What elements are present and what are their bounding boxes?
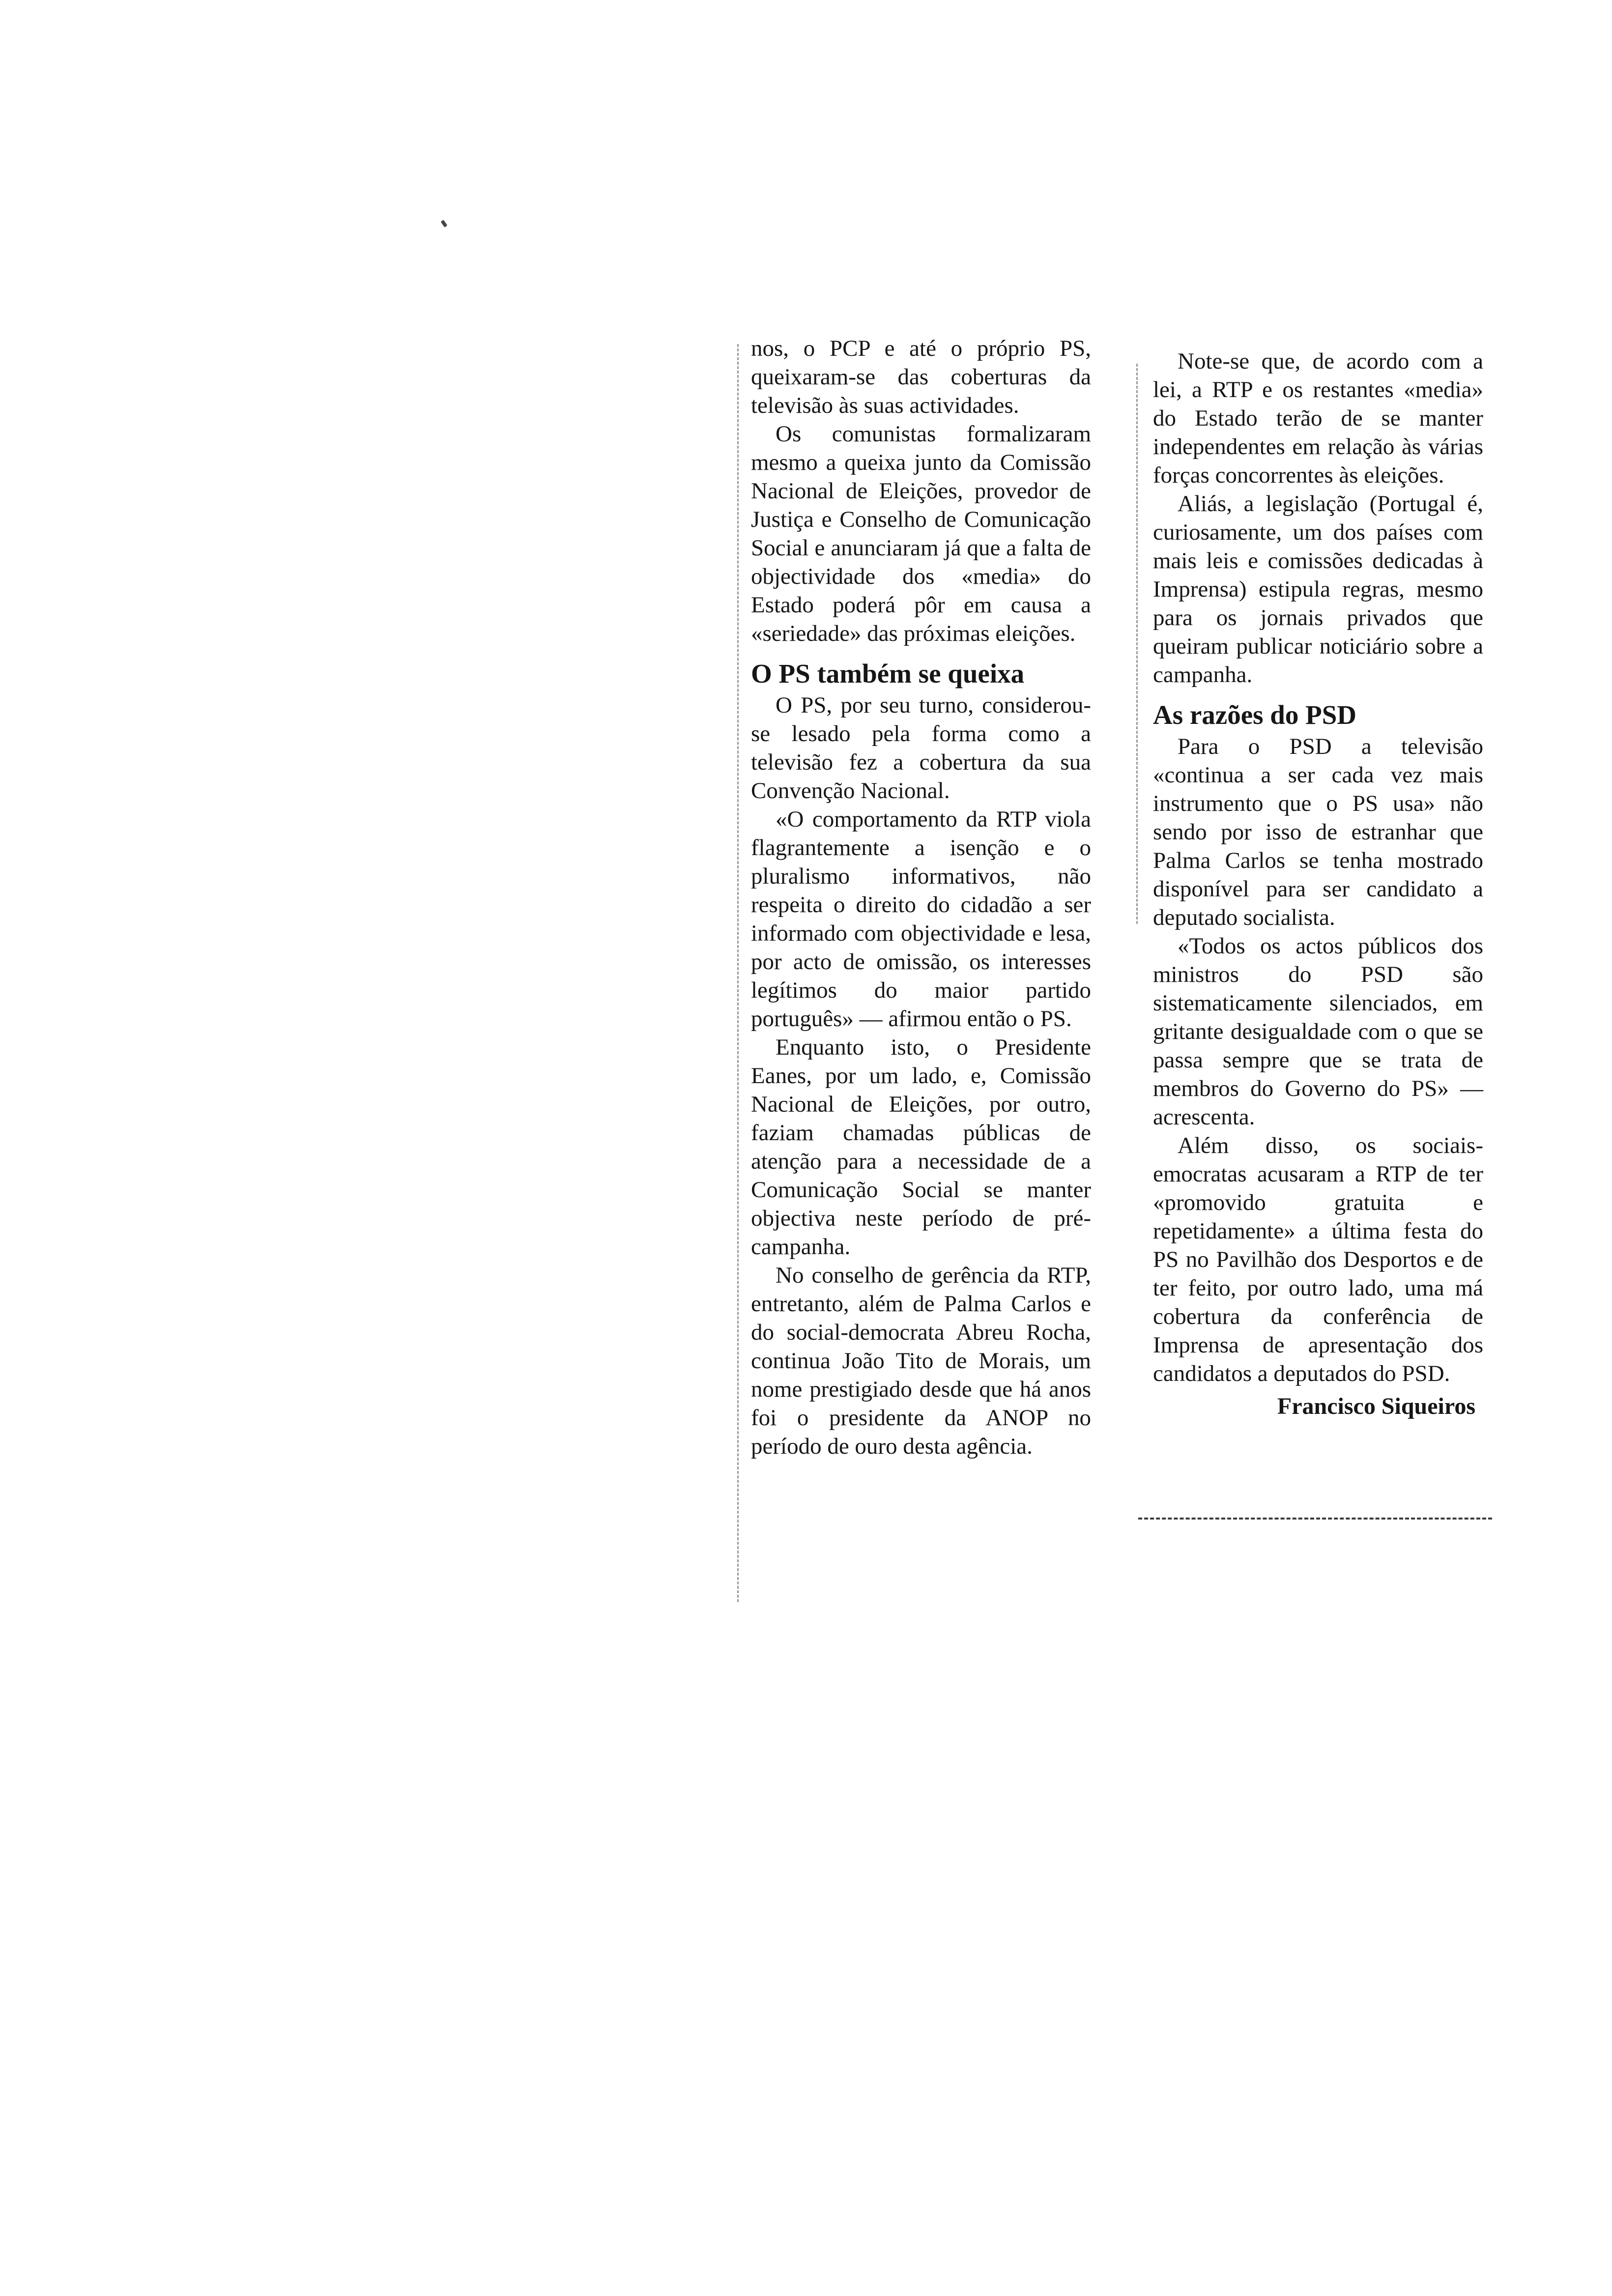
article-paragraph: Enquanto isto, o Presidente Eanes, por um lado, e, Comissão Nacional de Eleições, por outro, faziam chamadas públicas de atenção para a necessidade de a Comunicação Social se manter objectiva neste período de pré-campanha. — [751, 1034, 1091, 1260]
article-paragraph: Além disso, os sociais-emocratas acusaram a RTP de ter «promovido gratuita e repetidamente» a última festa do PS no Pavilhão dos Desportos e de ter feito, por outro lado, uma má cobertura da conferência de Imprensa de apresentação dos candidatos a deputados do PSD. — [1153, 1133, 1483, 1386]
article-quote-paragraph: «O comportamento da RTP viola flagrantemente a isenção e o pluralismo informativos, não respeita o direito do cidadão a ser informado com objectividade e lesa, por acto de omissão, os interesses legítimos do maior partido português» — afirmou então o PS. — [751, 806, 1091, 1032]
subheading-razoes-do-psd: As razões do PSD — [1153, 700, 1357, 730]
article-paragraph: nos, o PCP e até o próprio PS, queixaram-se das coberturas da televisão às suas actividades. — [751, 336, 1091, 418]
subheading-ps-tambem-se-queixa: O PS também se queixa — [751, 659, 1025, 689]
article-paragraph: Note-se que, de acordo com a lei, a RTP e os restantes «media» do Estado terão de se manter independentes em relação às várias forças concorrentes às eleições. — [1153, 348, 1483, 488]
scan-speck — [441, 220, 448, 227]
article-left-column — [751, 334, 1091, 1461]
article-paragraph: Para o PSD a televisão «continua a ser cada vez mais instrumento que o PS usa» não sendo por isso de estranhar que Palma Carlos se tenha mostrado disponível para ser candidato a deputado socialista. — [1153, 734, 1483, 930]
article-end-rule — [1138, 1518, 1492, 1520]
article-paragraph: Aliás, a legislação (Portugal é, curiosamente, um dos países com mais leis e comissões dedicadas à Imprensa) estipula regras, mesmo para os jornais privados que queiram publicar noticiário sobre a campanha. — [1153, 491, 1483, 688]
left-column-margin-mark — [737, 344, 739, 1602]
article-paragraph: Os comunistas formalizaram mesmo a queixa junto da Comissão Nacional de Eleições, provedor de Justiça e Conselho de Comunicação Social e anunciaram já que a falta de objectividade dos «media» do Estado poderá pôr em causa a «seriedade» das próximas eleições. — [751, 421, 1091, 646]
column-divider-line — [1136, 364, 1138, 924]
article-right-column — [1153, 347, 1483, 1421]
article-paragraph: No conselho de gerência da RTP, entretanto, além de Palma Carlos e do social-democrata Abreu Rocha, continua João Tito de Morais, um nome prestigiado desde que há anos foi o presidente da ANOP no período de ouro desta agência. — [751, 1263, 1091, 1459]
article-quote-paragraph: «Todos os actos públicos dos ministros do PSD são sistematicamente silenciados, em gritante desigualdade com o que se passa sempre que se trata de membros do Governo do PS» — acrescenta. — [1153, 933, 1483, 1130]
author-byline: Francisco Siqueiros — [1277, 1393, 1475, 1419]
article-paragraph: O PS, por seu turno, considerou-se lesado pela forma como a televisão fez a cobertura da sua Convenção Nacional. — [751, 692, 1091, 804]
